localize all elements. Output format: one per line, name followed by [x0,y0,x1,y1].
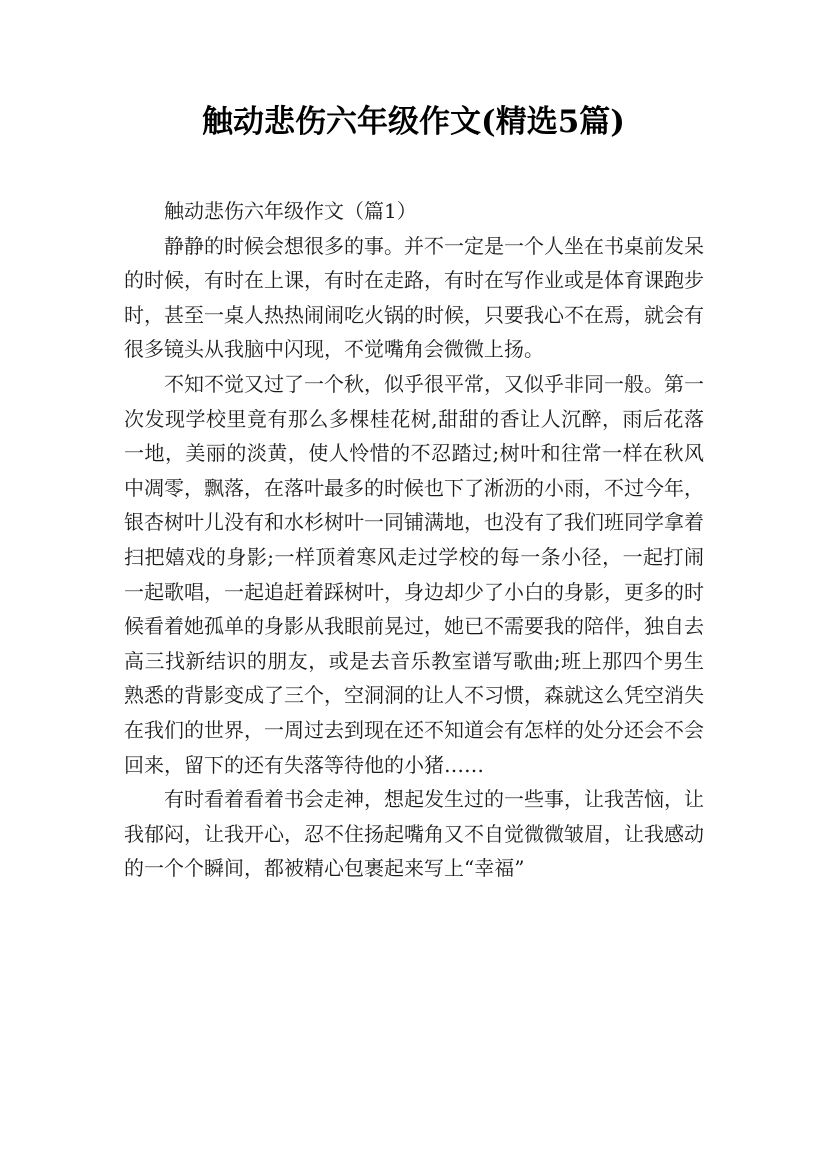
body-paragraph: 静静的时候会想很多的事。并不一定是一个人坐在书桌前发呆的时候，有时在上课，有时在走路，有时在写作业或是体育课跑步时，甚至一桌人热热闹闹吃火锅的时候，只要我心不在焉，就会有很多镜头从我脑中闪现，不觉嘴角会微微上扬。 [124,233,704,362]
body-paragraph: 不知不觉又过了一个秋，似乎很平常，又似乎非同一般。第一次发现学校里竟有那么多棵桂花树,甜甜的香让人沉醉，雨后花落一地，美丽的淡黄，使人怜惜的不忍踏过;树叶和往常一样在秋风中凋零，飘落，在落叶最多的时候也下了淅沥的小雨，不过今年，银杏树叶儿没有和水杉树叶一同铺满地，也没有了我们班同学拿着扫把嬉戏的身影;一样顶着寒风走过学校的每一条小径，一起打闹一起歌唱，一起追赶着踩树叶，身边却少了小白的身影，更多的时候看着她孤单的身影从我眼前晃过，她已不需要我的陪伴，独自去高三找新结识的朋友，或是去音乐教室谱写歌曲;班上那四个男生熟悉的背影变成了三个，空洞洞的让人不习惯，森就这么凭空消失在我们的世界，一周过去到现在还不知道会有怎样的处分还会不会回来，留下的还有失落等待他的小猪…… [124,371,704,777]
body-paragraph: 有时看着看着书会走神，想起发生过的一些事，让我苦恼，让我郁闷，让我开心，忍不住扬起嘴角又不自觉微微皱眉，让我感动的一个个瞬间，都被精心包裹起来写上“幸福” [124,787,704,881]
document-body [124,194,704,886]
document-title: 触动悲伤六年级作文(精选5篇) [202,104,625,140]
section-heading: 触动悲伤六年级作文（篇1） [164,199,417,223]
